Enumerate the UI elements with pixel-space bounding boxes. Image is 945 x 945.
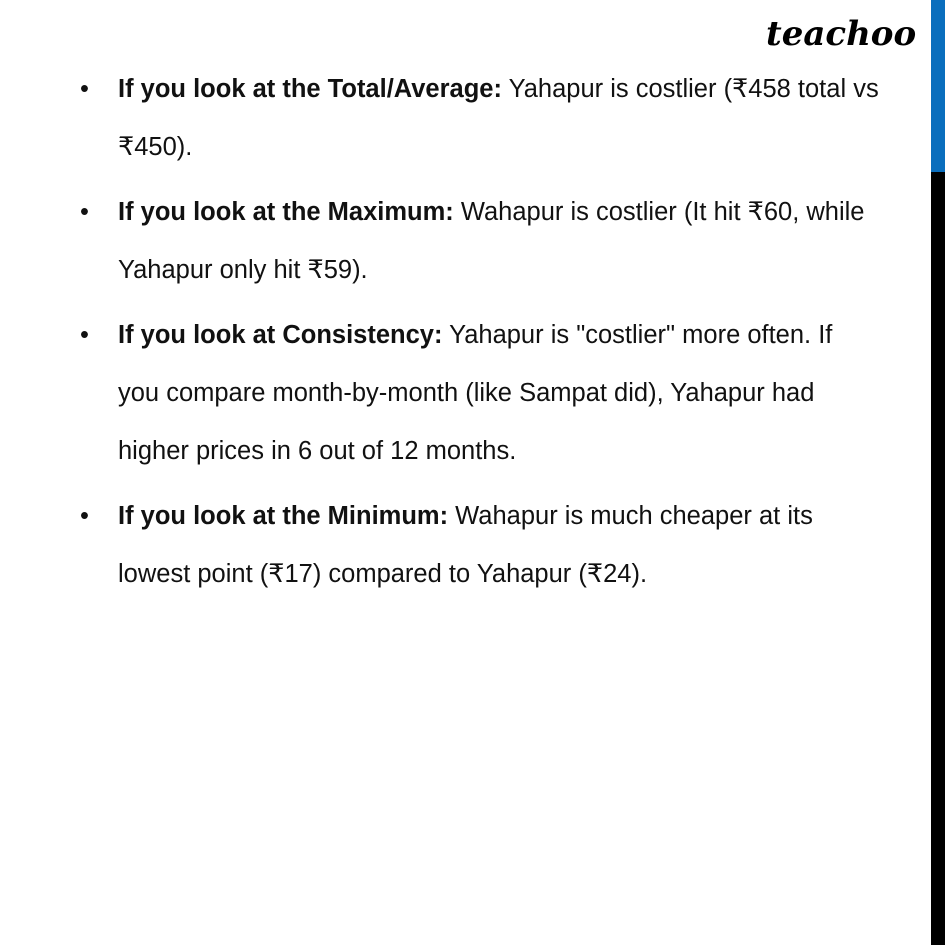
- bullet-heading: If you look at the Maximum:: [118, 198, 454, 226]
- teachoo-logo: teachoo: [766, 14, 917, 54]
- bullet-item-maximum: [80, 183, 880, 299]
- side-dark-bar: [931, 172, 945, 945]
- bullet-icon: •: [80, 198, 89, 226]
- bullet-heading: If you look at the Minimum:: [118, 502, 449, 530]
- side-accent-bar: [931, 0, 945, 172]
- bullet-list: [80, 60, 880, 610]
- bullet-text: Wahapur is costlier (It hit ₹60, while Yahapur only hit ₹59).: [118, 198, 865, 284]
- bullet-heading: If you look at Consistency:: [118, 321, 443, 349]
- bullet-item-total: [80, 60, 880, 176]
- bullet-item-minimum: [80, 487, 880, 603]
- bullet-heading: If you look at the Total/Average:: [118, 75, 502, 103]
- bullet-icon: •: [80, 321, 89, 349]
- bullet-text: Yahapur is "costlier" more often. If you compare month-by-month (like Sampat did), Yahapur had higher prices in 6 out of 12 months.: [118, 321, 833, 465]
- bullet-text: Yahapur is costlier (₹458 total vs ₹450).: [118, 75, 879, 161]
- bullet-icon: •: [80, 502, 89, 530]
- bullet-item-consistency: [80, 306, 880, 480]
- bullet-icon: •: [80, 75, 89, 103]
- bullet-text: Wahapur is much cheaper at its lowest point (₹17) compared to Yahapur (₹24).: [118, 502, 813, 588]
